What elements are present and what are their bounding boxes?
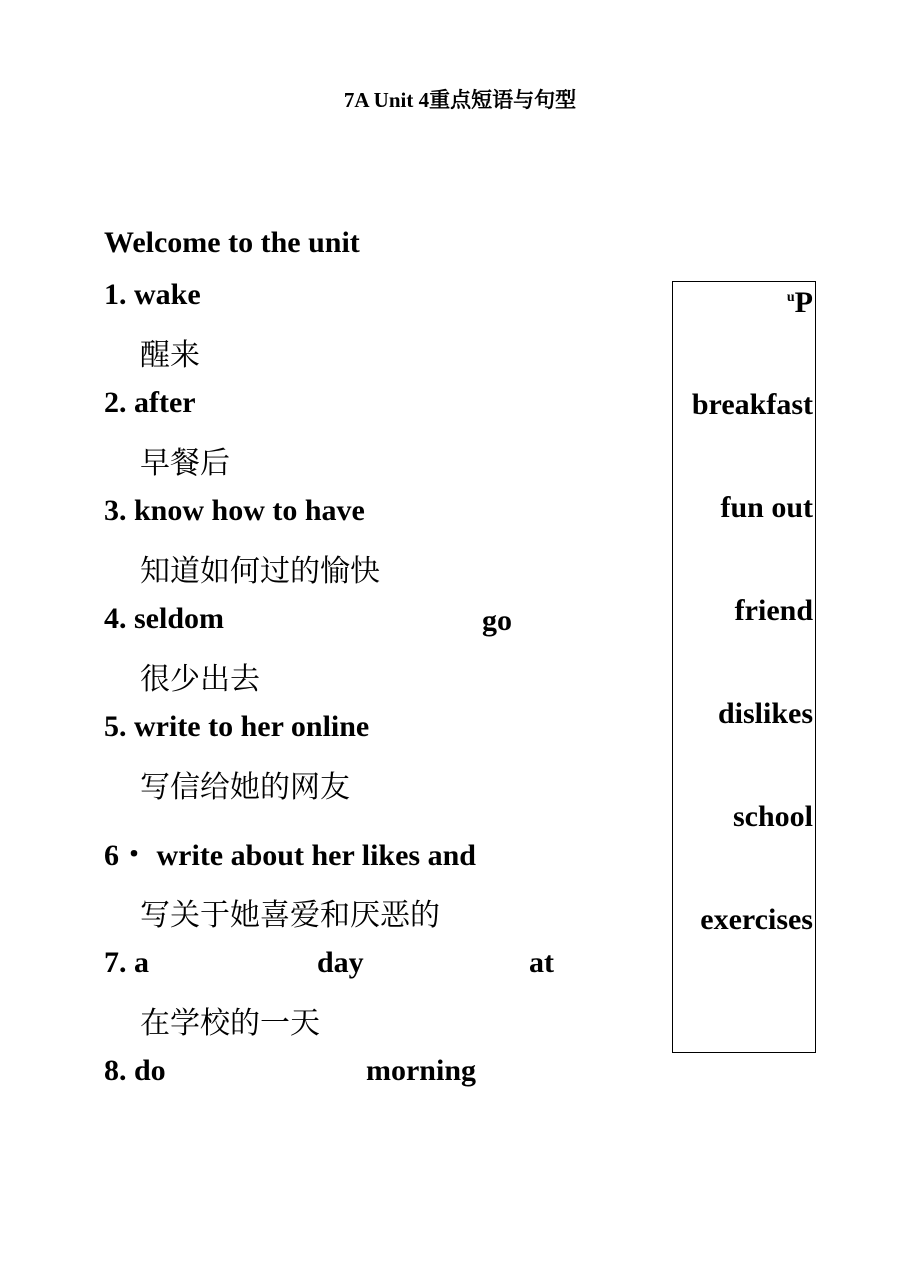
word-box <box>672 281 816 1053</box>
item-1-phrase: 1. wake <box>104 278 201 311</box>
item-7-phrase: 7. a <box>104 946 149 979</box>
box-word-up-letter: P <box>794 286 813 319</box>
item-4-phrase: 4. seldom <box>104 602 224 635</box>
section-heading: Welcome to the unit <box>104 226 360 259</box>
item-7-word-at: at <box>529 946 554 979</box>
box-word-dislikes: dislikes <box>717 697 813 730</box>
box-word-up-sup: u <box>786 290 795 305</box>
item-2-translation: 早餐后 <box>140 446 230 481</box>
box-word-up <box>787 286 813 320</box>
item-7-word-day: day <box>317 946 364 979</box>
item-5-translation: 写信给她的网友 <box>140 770 350 805</box>
item-6-translation: 写关于她喜爱和厌恶的 <box>140 898 440 933</box>
page-title: 7A Unit 4重点短语与句型 <box>343 88 577 112</box>
item-7-translation: 在学校的一天 <box>140 1006 320 1041</box>
item-5-phrase: 5. write to her online <box>104 710 370 743</box>
item-4-translation: 很少出去 <box>140 662 260 697</box>
item-3-phrase: 3. know how to have <box>104 494 365 527</box>
item-6-phrase: 6・ write about her likes and <box>104 839 476 872</box>
box-word-school: school <box>732 800 813 833</box>
box-word-exercises: exercises <box>700 903 813 936</box>
item-2-phrase: 2. after <box>104 386 196 419</box>
box-word-fun-out: fun out <box>720 491 813 524</box>
item-8-word-morning: morning <box>366 1054 477 1087</box>
item-1-translation: 醒来 <box>140 338 200 373</box>
item-3-translation: 知道如何过的愉快 <box>140 554 380 589</box>
item-8-phrase: 8. do <box>104 1054 166 1087</box>
box-word-friend: friend <box>734 594 813 627</box>
item-4-word-go: go <box>482 604 512 637</box>
box-word-breakfast: breakfast <box>691 388 813 421</box>
